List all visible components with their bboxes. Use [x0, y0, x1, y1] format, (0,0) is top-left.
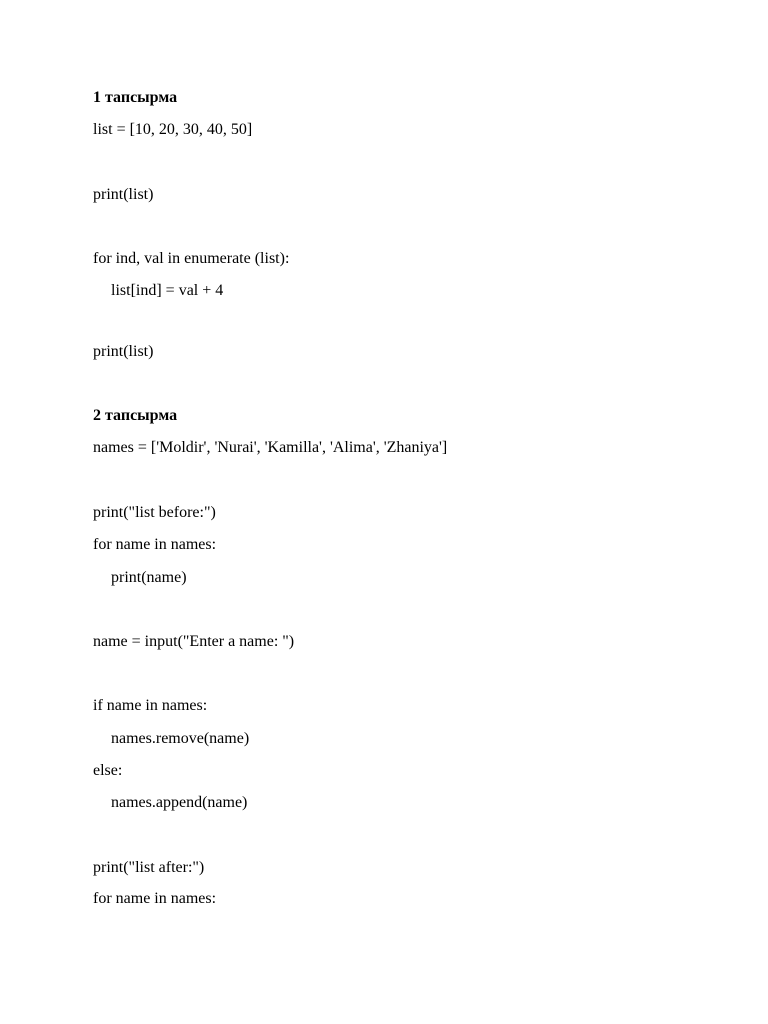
code-line: print(list) — [93, 186, 154, 203]
code-line: list = [10, 20, 30, 40, 50] — [93, 121, 253, 138]
code-line: print("list after:") — [93, 859, 205, 876]
code-line: else: — [93, 762, 123, 779]
code-line: for name in names: — [93, 536, 217, 553]
code-line: for ind, val in enumerate (list): — [93, 250, 290, 267]
code-line: names.remove(name) — [111, 730, 250, 747]
code-line: list[ind] = val + 4 — [111, 282, 224, 299]
code-line: print("list before:") — [93, 504, 216, 521]
code-line: names = ['Moldir', 'Nurai', 'Kamilla', 'Alima', 'Zhaniya'] — [93, 439, 448, 456]
code-line: if name in names: — [93, 697, 208, 714]
code-line: for name in names: — [93, 890, 217, 907]
code-line: name = input("Enter a name: ") — [93, 633, 295, 650]
code-line: print(name) — [111, 569, 187, 586]
code-line: print(list) — [93, 343, 154, 360]
task1-heading: 1 тапсырма — [93, 89, 178, 106]
code-line: names.append(name) — [111, 794, 248, 811]
task2-heading: 2 тапсырма — [93, 407, 178, 424]
